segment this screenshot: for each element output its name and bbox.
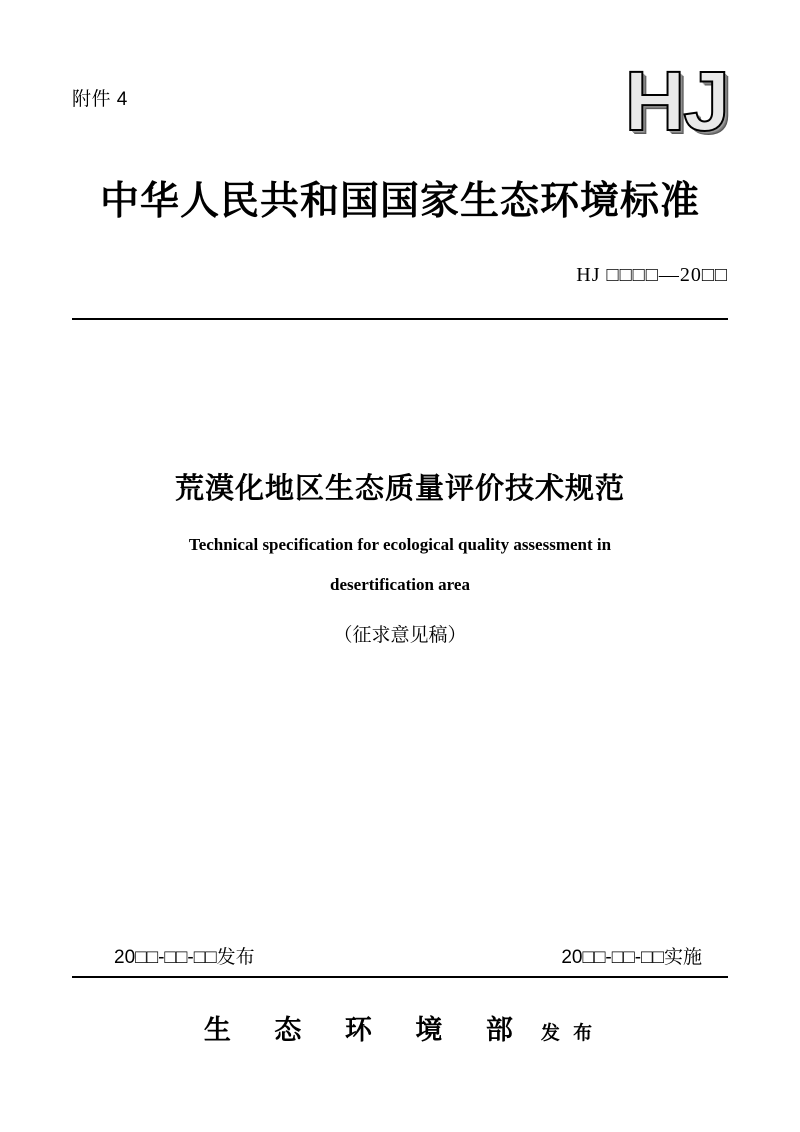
document-title-english-line1: Technical specification for ecological quality assessment in — [188, 535, 612, 554]
footer-divider — [72, 976, 728, 978]
standard-number: HJ □□□□—20□□ — [576, 264, 728, 286]
issuing-authority — [72, 1008, 728, 1047]
hj-logo: HJ — [624, 54, 728, 148]
release-dates-row — [72, 942, 728, 969]
release-date: 20□□-□□-□□发布 — [114, 947, 255, 968]
header-divider — [72, 318, 728, 320]
document-title-english — [120, 525, 680, 605]
document-title-english-line2: desertification area — [330, 575, 470, 594]
effective-date: 20□□-□□-□□实施 — [561, 947, 702, 968]
document-title-chinese: 荒漠化地区生态质量评价技术规范 — [174, 473, 625, 505]
issue-word: 发 布 — [540, 1023, 597, 1044]
draft-stage-label: （征求意见稿） — [333, 625, 467, 646]
attachment-label: 附件 4 — [72, 89, 128, 110]
page-title: 中华人民共和国国家生态环境标准 — [99, 180, 700, 223]
ministry-name: 生 态 环 境 部 — [203, 1015, 531, 1045]
